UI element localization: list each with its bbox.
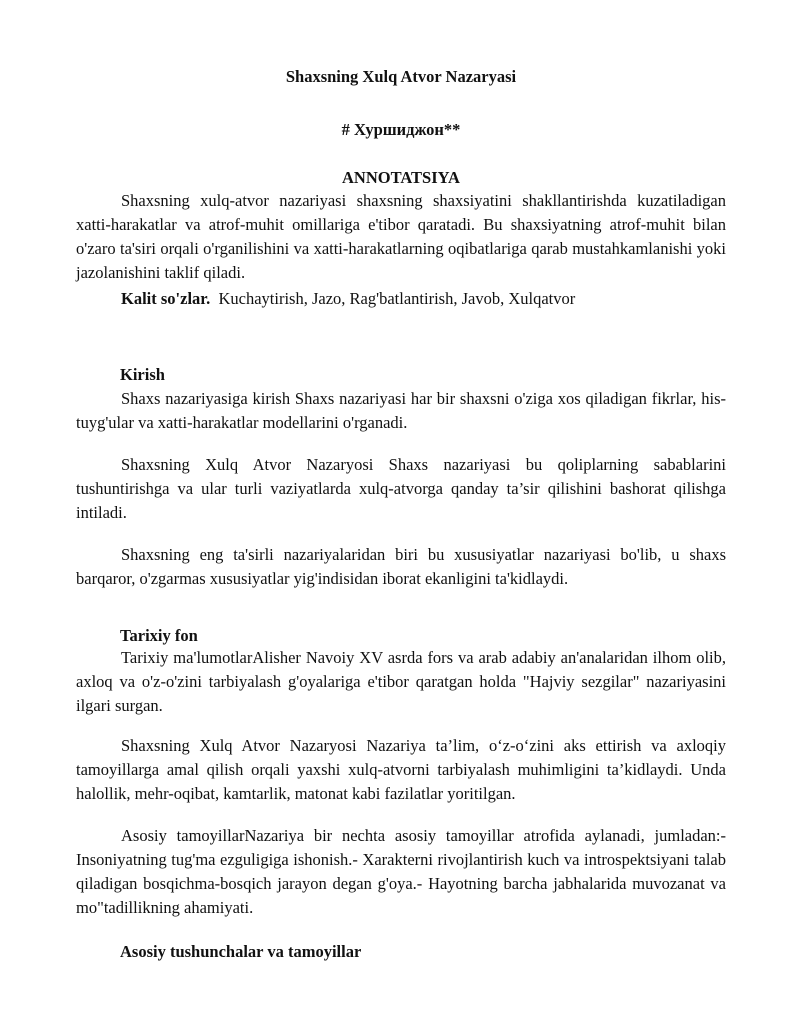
section-heading-intro: Kirish [120, 365, 165, 384]
intro-paragraph-2: Shaxsning Xulq Atvor Nazaryosi Shaxs nazariyasi bu qoliplarning sabablarini tushuntirishga va ular turli vaziyatlarda xulq-atvorga qanday ta’sir qilishini bashorat qilishga intiladi. [76, 455, 726, 522]
section-heading-principles: Asosiy tushunchalar va tamoyillar [120, 942, 362, 961]
document-author: # Хуршиджон** [341, 120, 461, 139]
keywords-line [76, 287, 771, 311]
annotation-heading: ANNOTATSIYA [342, 168, 460, 187]
document-title: Shaxsning Xulq Atvor Nazaryasi [285, 67, 517, 86]
annotation-paragraph: Shaxsning xulq-atvor nazariyasi shaxsning shaxsiyatini shakllantirishda kuzatiladigan xatti-harakatlar va atrof-muhit omillariga e'tibor qaratadi. Bu shaxsiyatning atrof-muhit bilan o'zaro ta'siri orqali o'rganilishini va xatti-harakatlarning oqibatlariga qarab mustahkamlanishi yoki jazolanishini taklif qiladi. [76, 191, 726, 282]
history-paragraph-2: Shaxsning Xulq Atvor Nazaryosi Nazariya ta’lim, o‘z-o‘zini aks ettirish va axloqiy tamoyillarga amal qilish orqali yaxshi xulq-atvorni tarbiyalash muhimligini ta’kidlaydi. Unda halollik, mehr-oqibat, kamtarlik, matonat kabi fazilatlar yoritilgan. [76, 736, 726, 803]
keywords-label: Kalit so'zlar. [121, 289, 211, 308]
intro-paragraph-3: Shaxsning eng ta'sirli nazariyalaridan biri bu xususiyatlar nazariyasi bo'lib, u shaxs barqaror, o'zgarmas xususiyatlar yig'indisidan iborat ekanligini ta'kidlaydi. [76, 545, 726, 588]
section-heading-history: Tarixiy fon [120, 626, 198, 645]
intro-paragraph-1: Shaxs nazariyasiga kirish Shaxs nazariyasi har bir shaxsni o'ziga xos qiladigan fikrlar, his-tuyg'ular va xatti-harakatlar modellarini o'rganadi. [76, 389, 726, 432]
keywords-text: Kuchaytirish, Jazo, Rag'batlantirish, Javob, Xulqatvor [218, 289, 576, 308]
history-paragraph-3: Asosiy tamoyillarNazariya bir nechta asosiy tamoyillar atrofida aylanadi, jumladan:- Insoniyatning tug'ma ezguligiga ishonish.- Xarakterni rivojlantirish kuch va introspektsiyani talab qiladigan bosqichma-bosqich jarayon degan g'oya.- Hayotning barcha jabhalarida muvozanat va mo"tadillikning ahamiyati. [76, 826, 726, 917]
history-paragraph-1: Tarixiy ma'lumotlarAlisher Navoiy XV asrda fors va arab adabiy an'analaridan ilhom olib, axloq va o'z-o'zini tarbiyalash g'oyalariga e'tibor qaratgan holda "Hajviy sezgilar" nazariyasini ilgari surgan. [76, 648, 726, 715]
